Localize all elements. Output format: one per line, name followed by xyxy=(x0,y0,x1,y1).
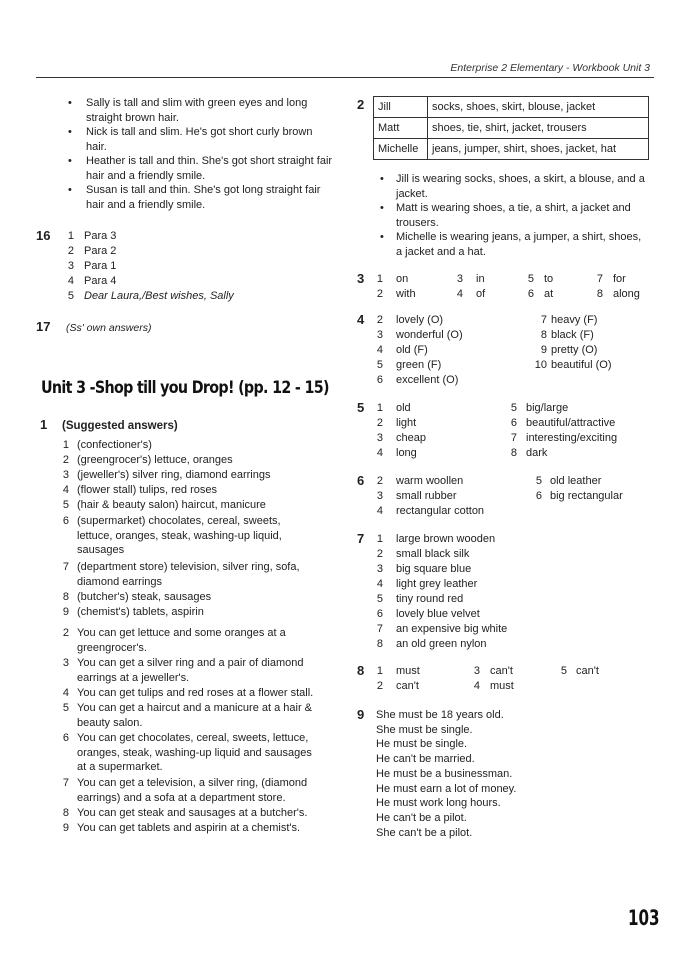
table-cell-items: jeans, jumper, shirt, shoes, jacket, hat xyxy=(428,139,649,160)
bullet-line: a jacket and a hat. xyxy=(396,245,486,258)
item-number: 7 xyxy=(510,432,517,444)
exercise-number: 9 xyxy=(357,707,365,722)
item-number: 9 xyxy=(62,822,69,834)
table-cell-name: Michelle xyxy=(374,139,428,160)
item-number: 3 xyxy=(376,490,383,502)
item-number: 7 xyxy=(62,777,69,789)
item-number: 7 xyxy=(376,623,383,635)
bullet-dot: • xyxy=(68,126,72,138)
unit-title: Unit 3 -Shop till you Drop! (pp. 12 - 15) xyxy=(41,378,329,398)
item-number: 7 xyxy=(62,561,69,573)
item-text: small black silk xyxy=(396,548,470,560)
item-number: 4 xyxy=(376,578,383,590)
item-number: 4 xyxy=(62,687,69,699)
item-text: (Ss' own answers) xyxy=(66,322,152,334)
exercise-number: 4 xyxy=(357,312,365,327)
item-text: big/large xyxy=(526,402,569,414)
item-text: beautiful (O) xyxy=(551,359,612,371)
item-number: 3 xyxy=(376,432,383,444)
bullet-line: Sally is tall and slim with green eyes and long xyxy=(86,97,308,109)
item-text: (flower stall) tulips, red roses xyxy=(77,484,217,496)
item-text: You can get a television, a silver ring, (diamond xyxy=(77,777,308,789)
bullet-dot: • xyxy=(68,184,72,196)
bullet-line: trousers. xyxy=(396,216,439,229)
item-number: 6 xyxy=(527,288,534,300)
table-row xyxy=(374,118,649,139)
item-text: He must work long hours. xyxy=(376,797,501,810)
item-number: 4 xyxy=(62,484,69,496)
item-text: You can get chocolates, cereal, sweets, lettuce, xyxy=(77,732,309,744)
item-text: earrings) and a sofa at a department store. xyxy=(77,791,286,804)
item-number: 5 xyxy=(67,290,74,302)
table-row xyxy=(374,97,649,118)
item-text: black (F) xyxy=(551,329,594,341)
item-number: 2 xyxy=(376,417,383,429)
exercise-number: 6 xyxy=(357,473,365,488)
exercise-number: 8 xyxy=(357,663,365,678)
item-number: 1 xyxy=(62,439,69,451)
item-text: for xyxy=(613,273,626,285)
bullet-line: Matt is wearing shoes, a tie, a shirt, a jacket and xyxy=(396,202,631,214)
item-number: 2 xyxy=(67,245,74,257)
bullet-line: Jill is wearing socks, shoes, a skirt, a blouse, and a xyxy=(396,173,645,185)
item-number: 5 xyxy=(535,475,542,487)
item-text: an old green nylon xyxy=(396,638,487,650)
item-number: 8 xyxy=(62,807,69,819)
exercise-number: 1 xyxy=(40,417,48,432)
table-cell-items: shoes, tie, shirt, jacket, trousers xyxy=(428,118,649,139)
item-number: 4 xyxy=(376,505,383,517)
item-number: 1 xyxy=(376,273,383,285)
bullet-dot: • xyxy=(380,231,384,243)
item-text: You can get a haircut and a manicure at a hair & xyxy=(77,702,313,714)
item-text: rectangular cotton xyxy=(396,505,485,517)
item-number: 9 xyxy=(540,344,547,356)
item-number: 1 xyxy=(376,533,383,545)
item-number: 5 xyxy=(560,665,567,677)
item-number: 2 xyxy=(376,475,383,487)
item-text: Para 2 xyxy=(84,245,117,257)
item-text: small rubber xyxy=(396,490,457,502)
item-text: lettuce, oranges, steak, washing-up liquid, xyxy=(77,529,282,542)
item-text: Para 3 xyxy=(84,230,117,242)
header-rule xyxy=(36,77,654,78)
item-text: (department store) television, silver ring, sofa, xyxy=(77,561,300,573)
item-text: dark xyxy=(526,447,548,459)
table-cell-items: socks, shoes, skirt, blouse, jacket xyxy=(428,97,649,118)
item-text: with xyxy=(396,288,416,300)
item-text: lovely blue velvet xyxy=(396,608,480,620)
item-number: 3 xyxy=(67,260,74,272)
item-number: 8 xyxy=(62,591,69,603)
item-number: 6 xyxy=(62,515,69,527)
item-text: You can get a silver ring and a pair of diamond xyxy=(77,657,304,669)
bullet-line: straight brown hair. xyxy=(86,111,179,124)
item-number: 7 xyxy=(596,273,603,285)
item-number: 1 xyxy=(376,665,383,677)
page-header: Enterprise 2 Elementary - Workbook Unit 3 xyxy=(450,62,650,74)
bullet-dot: • xyxy=(380,173,384,185)
exercise-2-number: 2 xyxy=(357,97,365,112)
item-text: light grey leather xyxy=(396,578,478,590)
item-text: green (F) xyxy=(396,359,442,371)
item-text: (confectioner's) xyxy=(77,439,152,451)
item-text: He must be a businessman. xyxy=(376,767,513,780)
item-number: 8 xyxy=(376,638,383,650)
item-number: 6 xyxy=(62,732,69,744)
item-text: must xyxy=(490,680,514,692)
item-text: He must be single. xyxy=(376,738,468,751)
item-text: Dear Laura,/Best wishes, Sally xyxy=(84,290,234,302)
item-number: 1 xyxy=(376,402,383,414)
item-text: He must earn a lot of money. xyxy=(376,782,517,795)
item-number: 3 xyxy=(62,469,69,481)
item-text: beautiful/attractive xyxy=(526,417,616,429)
item-text: He can't be a pilot. xyxy=(376,811,467,824)
item-number: 5 xyxy=(376,593,383,605)
bullet-line: jacket. xyxy=(396,187,428,200)
item-number: 8 xyxy=(596,288,603,300)
bullet-dot: • xyxy=(68,155,72,167)
exercise-number: 3 xyxy=(357,271,365,286)
item-number: 1 xyxy=(67,230,74,242)
page-number: 103 xyxy=(628,906,660,930)
item-number: 5 xyxy=(527,273,534,285)
item-number: 2 xyxy=(376,548,383,560)
bullet-line: Heather is tall and thin. She's got short straight fair xyxy=(86,155,333,167)
item-number: 3 xyxy=(473,665,480,677)
exercise-number: 17 xyxy=(36,319,51,334)
item-text: You can get tablets and aspirin at a chemist's. xyxy=(77,822,301,834)
item-number: 2 xyxy=(376,288,383,300)
item-number: 8 xyxy=(510,447,517,459)
item-number: 3 xyxy=(62,657,69,669)
item-number: 4 xyxy=(376,344,383,356)
item-number: 5 xyxy=(376,359,383,371)
item-text: can't xyxy=(576,665,599,677)
bullet-line: Susan is tall and thin. She's got long straight fair xyxy=(86,184,321,196)
item-text: (jeweller's) silver ring, diamond earrings xyxy=(77,469,271,481)
item-number: 7 xyxy=(540,314,547,326)
item-number: 2 xyxy=(376,314,383,326)
item-text: in xyxy=(476,273,485,285)
item-number: 4 xyxy=(473,680,480,692)
item-text: oranges, steak, washing-up liquid and sausages xyxy=(77,746,312,759)
item-text: cheap xyxy=(396,432,426,444)
item-number: 3 xyxy=(456,273,463,285)
item-text: old (F) xyxy=(396,344,428,356)
item-number: 2 xyxy=(376,680,383,692)
item-text: excellent (O) xyxy=(396,374,459,386)
item-text: interesting/exciting xyxy=(526,432,618,444)
item-number: 10 xyxy=(534,359,547,371)
item-text: wonderful (O) xyxy=(396,329,463,341)
item-text: can't xyxy=(396,680,419,692)
item-text: Para 1 xyxy=(84,260,117,272)
item-text: at a supermarket. xyxy=(77,761,163,773)
bullet-line: Michelle is wearing jeans, a jumper, a shirt, shoes, xyxy=(396,231,642,243)
item-text: Para 4 xyxy=(84,275,117,287)
item-text: large brown wooden xyxy=(396,533,496,545)
bullet-dot: • xyxy=(380,202,384,214)
item-text: old xyxy=(396,402,411,414)
item-number: 4 xyxy=(456,288,463,300)
item-text: to xyxy=(544,273,554,285)
table-row xyxy=(374,139,649,160)
item-text: an expensive big white xyxy=(396,623,508,635)
item-number: 3 xyxy=(376,563,383,575)
item-text: diamond earrings xyxy=(77,575,162,588)
item-text: You can get steak and sausages at a butcher's. xyxy=(77,807,308,819)
exercise-number: 16 xyxy=(36,228,51,243)
item-text: heavy (F) xyxy=(551,314,598,326)
bullet-line: hair. xyxy=(86,140,107,153)
item-number: 3 xyxy=(376,329,383,341)
item-text: She must be 18 years old. xyxy=(376,709,504,721)
item-number: 5 xyxy=(62,702,69,714)
item-text: You can get tulips and red roses at a flower stall. xyxy=(77,687,314,699)
bullet-dot: • xyxy=(68,97,72,109)
item-text: big square blue xyxy=(396,563,472,575)
item-text: at xyxy=(544,288,554,300)
item-text: She must be single. xyxy=(376,723,473,736)
item-number: 6 xyxy=(510,417,517,429)
table-cell-name: Matt xyxy=(374,118,428,139)
item-text: (chemist's) tablets, aspirin xyxy=(77,606,204,618)
item-text: along xyxy=(613,288,640,300)
item-text: (butcher's) steak, sausages xyxy=(77,591,212,603)
item-number: 5 xyxy=(510,402,517,414)
item-text: can't xyxy=(490,665,513,677)
bullet-line: Nick is tall and slim. He's got short curly brown xyxy=(86,126,313,138)
item-number: 5 xyxy=(62,499,69,511)
item-number: 6 xyxy=(535,490,542,502)
exercise-number: 7 xyxy=(357,531,365,546)
item-text: old leather xyxy=(550,475,602,487)
item-number: 6 xyxy=(376,374,383,386)
item-text: pretty (O) xyxy=(551,344,598,356)
item-number: 2 xyxy=(62,454,69,466)
item-text: You can get lettuce and some oranges at a xyxy=(77,627,286,639)
table-cell-name: Jill xyxy=(374,97,428,118)
item-text: (greengrocer's) lettuce, oranges xyxy=(77,454,233,466)
exercise-number: 5 xyxy=(357,400,365,415)
item-number: 4 xyxy=(67,275,74,287)
item-text: earrings at a jeweller's. xyxy=(77,671,190,684)
item-number: 8 xyxy=(540,329,547,341)
item-text: big rectangular xyxy=(550,490,623,502)
bullet-line: hair and a friendly smile. xyxy=(86,198,206,211)
item-text: light xyxy=(396,417,417,429)
item-text: on xyxy=(396,273,409,285)
item-number: 6 xyxy=(376,608,383,620)
item-number: 2 xyxy=(62,627,69,639)
item-text: sausages xyxy=(77,544,125,556)
item-text: beauty salon. xyxy=(77,716,143,729)
item-number: 4 xyxy=(376,447,383,459)
item-text: She can't be a pilot. xyxy=(376,826,473,839)
item-text: lovely (O) xyxy=(396,314,444,326)
clothes-table xyxy=(373,96,649,160)
exercise-heading: (Suggested answers) xyxy=(62,420,178,432)
item-text: warm woollen xyxy=(396,475,464,487)
item-text: of xyxy=(476,288,486,300)
item-text: greengrocer's. xyxy=(77,641,147,654)
item-text: (supermarket) chocolates, cereal, sweets, xyxy=(77,515,281,527)
item-text: long xyxy=(396,447,417,459)
item-text: (hair & beauty salon) haircut, manicure xyxy=(77,499,266,511)
item-text: He can't be married. xyxy=(376,753,475,766)
bullet-line: hair and a friendly smile. xyxy=(86,169,206,182)
item-number: 9 xyxy=(62,606,69,618)
item-text: tiny round red xyxy=(396,593,464,605)
item-text: must xyxy=(396,665,420,677)
